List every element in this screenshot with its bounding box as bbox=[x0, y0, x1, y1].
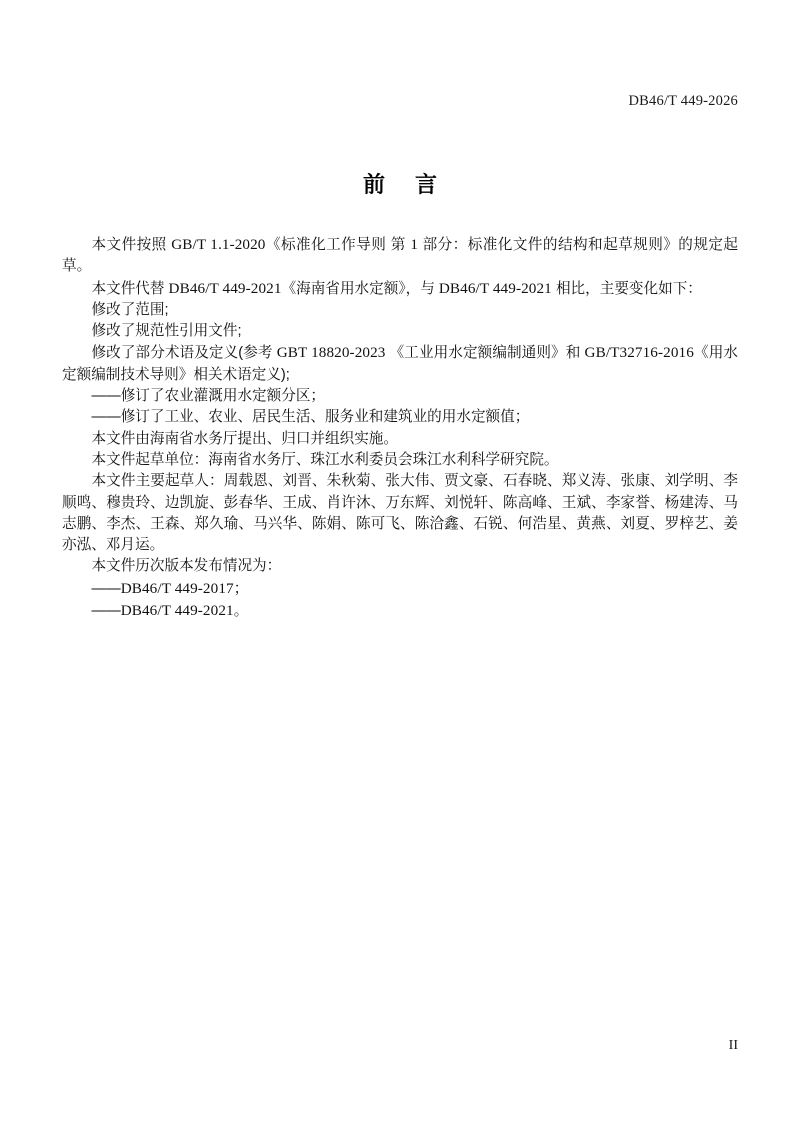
version-history-item-2017: ——DB46/T 449-2017； bbox=[91, 579, 249, 597]
change-item-quota-values: ——修订了工业、农业、居民生活、服务业和建筑业的用水定额值； bbox=[91, 409, 530, 426]
foreword-body bbox=[62, 234, 738, 622]
paragraph-version-history-intro: 本文件历次版本发布情况为： bbox=[91, 558, 282, 575]
paragraph-scope-drafting-rule: 本文件按照 GB/T 1.1-2020《标准化工作导则 第 1 部分：标准化文件的结构和起草规则》的规定起草。 bbox=[62, 236, 738, 275]
page-title: 前 言 bbox=[362, 172, 450, 197]
paragraph-replacement-notice: 本文件代替 DB46/T 449-2021《海南省用水定额》，与 DB46/T 449-2021 相比，主要变化如下： bbox=[91, 279, 702, 297]
paragraph-proposing-organization: 本文件由海南省水务厅提出、归口并组织实施。 bbox=[91, 430, 398, 447]
change-item-normative-references: 修改了规范性引用文件; bbox=[91, 323, 242, 340]
change-item-scope: 修改了范围; bbox=[91, 301, 169, 318]
paragraph-drafting-organizations: 本文件起草单位：海南省水务厅、珠江水利委员会珠江水利科学研究院。 bbox=[91, 451, 559, 468]
page-number: II bbox=[728, 1038, 738, 1053]
paragraph-principal-drafters: 本文件主要起草人：周载恩、刘晋、朱秋菊、张大伟、贾文豪、石春晓、郑义涛、张康、刘学明、李顺鸣、穆贵玲、边凯旋、彭春华、王成、肖许沐、万东辉、刘悦轩、陈高峰、王斌、李家誉、杨建涛、马志鹏、李杰、王森、郑久瑜、马兴华、陈娟、陈可飞、陈洽鑫、石锐、何浩星、黄燕、刘夏、罗梓艺、姜亦泓、邓月运。 bbox=[62, 473, 738, 554]
version-history-item-2021: ——DB46/T 449-2021。 bbox=[91, 602, 249, 620]
change-item-terms-definitions: 修改了部分术语及定义(参考 GBT 18820-2023 《工业用水定额编制通则》和 GB/T32716-2016《用水定额编制技术导则》相关术语定义); bbox=[62, 344, 738, 383]
document-standard-code-header: DB46/T 449-2026 bbox=[628, 93, 738, 109]
change-item-irrigation-zoning: ——修订了农业灌溉用水定额分区； bbox=[91, 388, 326, 405]
